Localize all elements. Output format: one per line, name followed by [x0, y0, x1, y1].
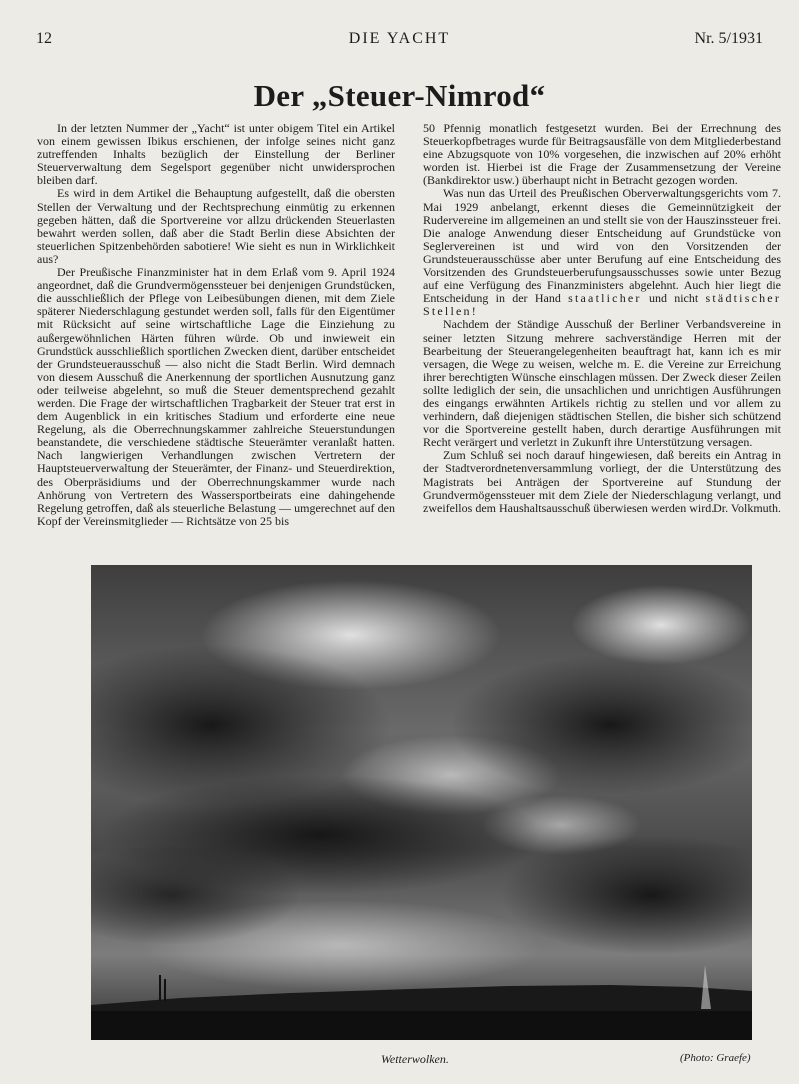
author-signature: Dr. Volkmuth. — [713, 500, 781, 515]
photo-caption-row — [0, 1052, 799, 1070]
paragraph: Nachdem der Ständige Ausschuß der Berliner Verbandsvereine in seiner letzten Sitzung mehrere sachverständige Herren mit der Bearbeitung der Steuerangelegenheiten beauftragt hat, kann ich es mir versagen, die Wege zu weisen, welche m. E. die Vereine zur Erreichung ihrer berechtigten Wünsche einschlagen müssen. Der Zweck dieser Zeilen sollte lediglich der sein, die unsachlichen und unrichtigen Ausführungen des eingangs erwähnten Artikels richtig zu stellen und vor allem zu verhindern, daß diejenigen städtischen Stellen, die bisher sich schützend vor die Sportvereine gestellt haben, durch derartige Ausführungen mit Recht verärgert und verletzt in Zukunft ihre Unterstützung versagen. — [423, 317, 781, 450]
paragraph-text: Was nun das Urteil des Preußischen Oberverwaltungsgerichts vom 7. Mai 1929 anbelangt, erkennt dieses die Gemeinnützigkeit der Rudervereine im allgemeinen an und stellt sie von der Hauszinssteuer frei. Die analoge Anwendung dieser Entscheidung auf Grundstücke von Seglervereinen ist und wird von den Vorsitzenden der Grundsteuerausschüsse aber unter Berufung auf eine Entscheidung des Vorsitzenden des Grundsteuerberufungsausschusses sowie unter Bezug auf eine Verfügung des Finanzministers abgelehnt. Auch hier liegt die Entscheidung in der Hand — [423, 186, 781, 306]
article-title: Der „Steuer-Nimrod“ — [253, 78, 546, 113]
cloud-photograph — [91, 565, 752, 1040]
magazine-name: DIE YACHT — [348, 30, 451, 47]
paragraph: Zum Schluß sei noch darauf hingewiesen, daß bereits ein Antrag in der Stadtverordnetenversammlung vorliegt, der die Unterstützung des Magistrats bei Anträgen der Sportvereine auf Stundung der Grundvermögenssteuer mit dem Ziele der Niederschlagung verlangt, und zweifellos dem Haushaltsausschuß überwiesen werden wird. — [423, 448, 781, 515]
photo-caption: Wetterwolken. — [381, 1052, 449, 1066]
page-number: 12 — [36, 30, 52, 47]
paragraph-text: und nicht — [648, 291, 699, 306]
article-column-left — [37, 122, 395, 528]
running-head — [36, 30, 763, 52]
paragraph: Der Preußische Finanzminister hat in dem Erlaß vom 9. April 1924 angeordnet, daß die Grundvermögenssteuer bei denjenigen Grundstücken, die ausschließlich der Pflege von Leibesübungen dienen, mit dem Ziele späterer Niederschlagung gestundet werden soll, falls für den Eigentümer mit Rücksicht auf seine wirtschaftliche Lage die Einziehung zu außergewöhnlichen Härten führen würde. Ob und inwieweit ein Grundstück ausschließlich sportlichen Zwecken dient, darüber entscheidet der Grundsteuerausschuß — also nicht die Stadt Berlin. Wird demnach von diesem Ausschuß die Anerkennung der sportlichen Ausnutzung ganz oder teilweise abgelehnt, so muß die Steuer dementsprechend gezahlt werden. Die Frage der wirtschaftlichen Tragbarkeit der Steuer trat erst in dem Augenblick in ein kritisches Stadium und erforderte eine neue Regelung, als die Oberrechnungskammer zahlreiche Steuerstundungen beanstandete, die verschiedene städtische Steuerämter veranlaßt hatten. Nach langwierigen Verhandlungen zwischen Vertretern der Hauptsteuerverwaltung der Steuerämter, der Finanz- und Steuerdirektion, des Oberpräsidiums und der Oberrechnungskammer wurde nach Anhörung von Vertretern des Wassersportbeirats eine dahingehende Regelung getroffen, daß als steuerliche Belastung — umgerechnet auf den Kopf der Vereinsmitglieder — Richtsätze von 25 bis — [37, 265, 395, 528]
issue-number: Nr. 5/1931 — [694, 30, 763, 47]
photo-credit: (Photo: Graefe) — [680, 1052, 751, 1064]
paragraph — [423, 187, 781, 318]
article-column-right — [423, 122, 781, 515]
paragraph: Es wird in dem Artikel die Behauptung aufgestellt, daß die obersten Stellen der Verwaltung und der Rechtsprechung einmütig zu erkennen gegeben hätten, daß die Sportvereine vor allzu drückenden Steuerlasten bewahrt werden sollen, daß aber die Stadt Berlin diese Absichten der steuerlichen Spitzenbehörden sabotiere! Wie sieht es nun in Wirklichkeit aus? — [37, 186, 395, 266]
paragraph: In der letzten Nummer der „Yacht“ ist unter obigem Titel ein Artikel von einem gewissen Ibikus erschienen, der infolge seines nicht ganz zutreffenden Inhalts bezüglich der Einstellung der Berliner Steuerverwaltung dem Segelsport gegenüber nicht unwidersprochen bleiben darf. — [37, 121, 395, 188]
paragraph-continued: 50 Pfennig monatlich festgesetzt wurden. Bei der Errechnung des Steuerkopfbetrages wurde für Beitragsausfälle von dem Mitgliederbestand eine Abzugsquote von 10% vorgesehen, die inzwischen auf 20% erhöht worden ist. Hierbei ist die Frage der Zusammensetzung der Vereine (Bankdirektor usw.) überhaupt nicht in Betracht gezogen worden. — [423, 121, 781, 188]
emphasis-text: staatlicher — [568, 291, 642, 306]
emphasis-text: städtischer Stellen! — [423, 291, 782, 319]
storm-clouds-image — [91, 565, 752, 1040]
